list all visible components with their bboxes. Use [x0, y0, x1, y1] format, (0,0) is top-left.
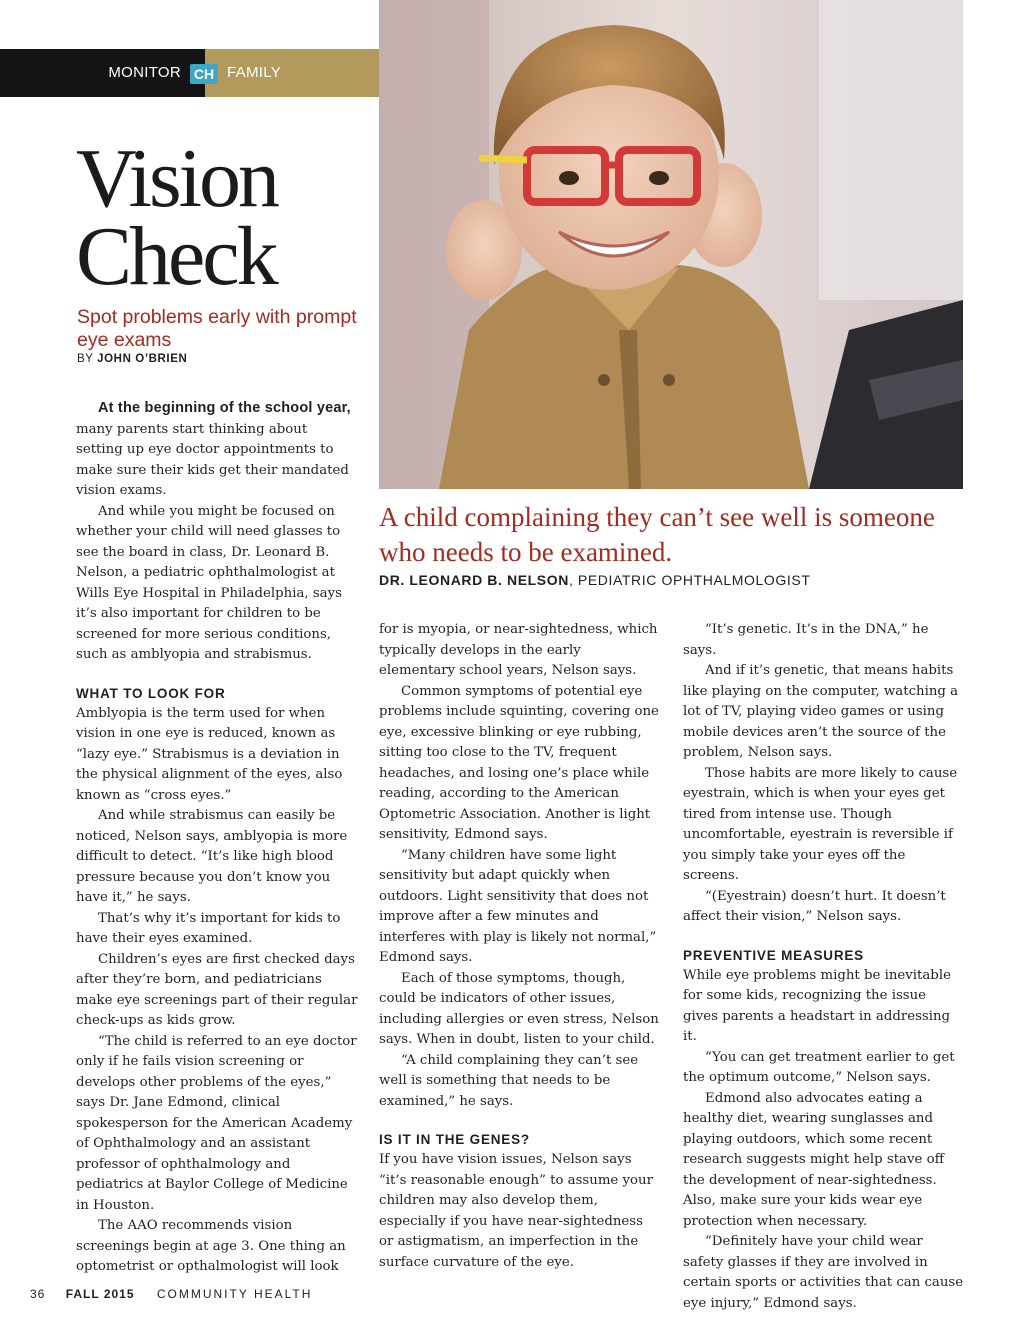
article-title	[76, 132, 277, 303]
section-heading-preventive-measures: PREVENTIVE MEASURES	[683, 947, 864, 963]
title-line-2: Check	[76, 210, 276, 303]
pull-quote-name: DR. LEONARD B. NELSON	[379, 572, 569, 588]
article-column-1	[76, 398, 358, 1278]
pull-quote: A child complaining they can’t see well is someone who needs to be examined.	[379, 502, 935, 567]
section-heading-what-to-look-for: WHAT TO LOOK FOR	[76, 685, 226, 701]
paragraph: Each of those symptoms, though, could be indicators of other issues, including allergies or even stress, Nelson says. When in doubt, listen to your child.	[379, 970, 659, 1047]
byline-prefix: BY	[77, 353, 94, 365]
page-footer	[30, 1287, 312, 1301]
boy-with-glasses-image	[379, 0, 963, 489]
article-column-2	[379, 620, 661, 1273]
paragraph: “Many children have some light sensitivity but adapt quickly when outdoors. Light sensitivity that does not improve after a few minutes and interferes with play is likely not normal,” Edmond says.	[379, 847, 657, 965]
paragraph: Edmond also advocates eating a healthy diet, wearing sunglasses and playing outdoors, which some recent research suggests might help stave off the development of near-sightedness. Also, make sure your kids wear eye protection when necessary.	[683, 1090, 945, 1229]
paragraph: If you have vision issues, Nelson says “it’s reasonable enough” to assume your children may also develop them, especially if you have near-sightedness or astigmatism, an imperfection in the surface curvature of the eye.	[379, 1152, 653, 1270]
section-header-band	[0, 49, 444, 97]
page-number: 36	[30, 1287, 46, 1301]
magazine-name: COMMUNITY HEALTH	[156, 1287, 313, 1301]
paragraph	[76, 398, 358, 502]
paragraph: And while strabismus can easily be noticed, Nelson says, amblyopia is more difficult to detect. “It’s like high blood pressure because you don’t know you have it,” he says.	[76, 808, 348, 905]
paragraph: And while you might be focused on whether your child will need glasses to see the board in class, Dr. Leonard B. Nelson, a pediatric ophthalmologist at Wills Eye Hospital in Philadelphia, says it’s also important for children to be screened for more serious conditions, such as amblyopia and strabismus.	[76, 503, 342, 662]
lead-paragraph-text: many parents start thinking about setting up eye doctor appointments to make sure their kids get their mandated vision exams.	[76, 421, 349, 498]
article-column-3	[683, 620, 965, 1314]
issue-label: FALL 2015	[65, 1287, 135, 1301]
paragraph: Those habits are more likely to cause eyestrain, which is when your eyes get tired from intense use. Though uncomfortable, eyestrain is reversible if you simply take your eyes off the screens.	[683, 765, 958, 883]
paragraph: Amblyopia is the term used for when vision in one eye is reduced, known as “lazy eye.” Strabismus is a deviation in the physical alignment of the eyes, also known as “cross eyes.”	[76, 705, 343, 803]
ch-logo-icon: CH	[190, 64, 218, 84]
paragraph: And if it’s genetic, that means habits like playing on the computer, watching a lot of TV, playing video games or using mobile devices aren’t the source of the problem, Nelson says.	[683, 663, 959, 760]
paragraph: The AAO recommends vision screenings begin at age 3. One thing an optometrist or opthalmologist will look	[76, 1218, 346, 1274]
paragraph: While eye problems might be inevitable for some kids, recognizing the issue gives parents a headstart in addressing it.	[683, 967, 951, 1044]
title-line-1: Vision	[76, 132, 277, 225]
byline-author: JOHN O’BRIEN	[97, 353, 188, 365]
pull-quote-title: , PEDIATRIC OPHTHALMOLOGIST	[568, 572, 811, 588]
paragraph: That’s why it’s important for kids to have their eyes examined.	[76, 910, 341, 946]
hero-photo	[379, 0, 963, 489]
section-heading-is-it-in-the-genes: IS IT IN THE GENES?	[379, 1132, 530, 1147]
pull-quote-attribution	[379, 572, 810, 588]
paragraph: “You can get treatment earlier to get the optimum outcome,” Nelson says.	[683, 1049, 955, 1085]
paragraph: “It’s genetic. It’s in the DNA,” he says.	[683, 622, 929, 658]
header-section-label: MONITOR	[108, 64, 181, 81]
article-subtitle: Spot problems early with prompt eye exams	[77, 306, 357, 351]
header-band-dark	[0, 49, 205, 97]
article-byline	[77, 353, 187, 365]
paragraph: “Definitely have your child wear safety glasses if they are involved in certain sports or activities that can cause eye injury,” Edmond says.	[683, 1234, 964, 1311]
paragraph: Common symptoms of potential eye problems include squinting, covering one eye, excessive blinking or eye rubbing, sitting too close to the TV, frequent headaches, and losing one’s place while reading, according to the American Optometric Association. Another is light sensitivity, Edmond says.	[379, 683, 659, 842]
lead-in: At the beginning of the school year,	[98, 400, 351, 416]
header-category-label: FAMILY	[227, 64, 282, 81]
paragraph: “(Eyestrain) doesn’t hurt. It doesn’t affect their vision,” Nelson says.	[683, 888, 946, 924]
paragraph: “A child complaining they can’t see well is something that needs to be examined,” he says.	[379, 1052, 639, 1109]
paragraph: for is myopia, or near-sightedness, which typically develops in the early elementary school years, Nelson says.	[379, 622, 658, 678]
paragraph: Children’s eyes are first checked days after they’re born, and pediatricians make eye screenings part of their regular check-ups as kids grow.	[76, 951, 358, 1028]
paragraph: “The child is referred to an eye doctor only if he fails vision screening or develops other problems of the eyes,” says Dr. Jane Edmond, clinical spokesperson for the American Academy of Ophthalmology and an assistant professor of ophthalmology and pediatrics at Baylor College of Medicine in Houston.	[76, 1033, 357, 1213]
